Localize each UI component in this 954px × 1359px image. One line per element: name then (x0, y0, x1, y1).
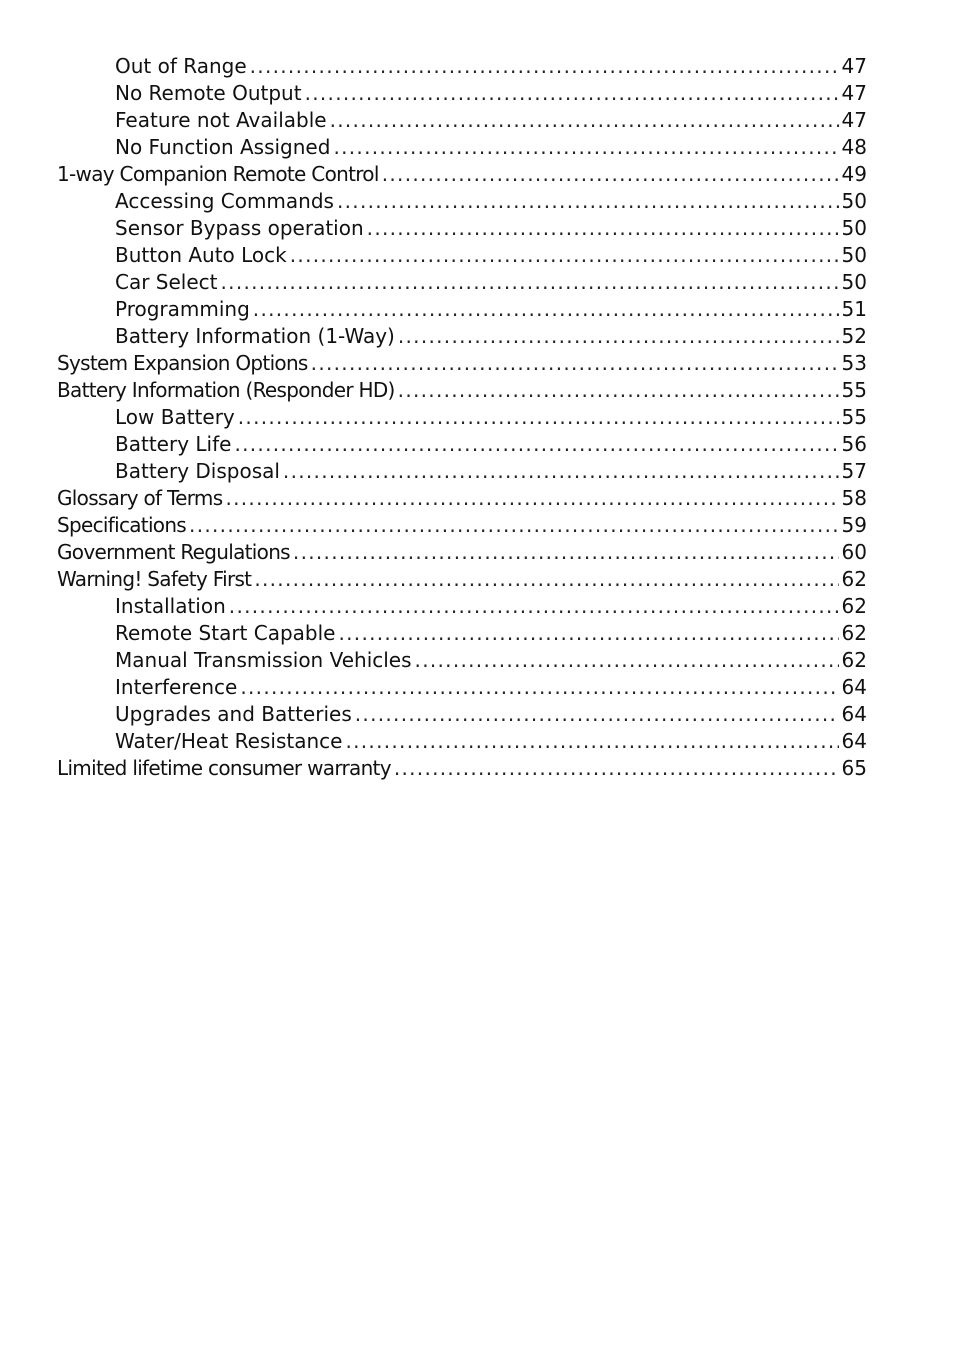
dot-leader (225, 485, 838, 512)
toc-entry[interactable] (57, 458, 867, 485)
dot-leader (398, 323, 839, 350)
toc-entry-title: No Function Assigned (115, 135, 331, 159)
toc-entry-page: 64 (841, 729, 867, 753)
toc-entry-title: Battery Disposal (115, 459, 280, 483)
toc-entry-title: Sensor Bypass operation (115, 216, 364, 240)
toc-entry-title: Feature not Available (115, 108, 327, 132)
toc-entry-page: 51 (841, 297, 867, 321)
toc-entry[interactable] (57, 323, 867, 350)
toc-entry-title: Remote Start Capable (115, 621, 336, 645)
toc-entry[interactable] (57, 269, 867, 296)
toc-entry-page: 56 (841, 432, 867, 456)
dot-leader (330, 107, 839, 134)
toc-section[interactable] (57, 161, 867, 188)
toc-entry-page: 50 (841, 270, 867, 294)
toc-section[interactable] (57, 566, 867, 593)
dot-leader (345, 728, 838, 755)
toc-entry-title: Button Auto Lock (115, 243, 287, 267)
dot-leader (238, 404, 839, 431)
dot-leader (337, 188, 839, 215)
dot-leader (229, 593, 839, 620)
toc-entry-title: Accessing Commands (115, 189, 334, 213)
toc-entry-page: 47 (841, 54, 867, 78)
toc-section-page: 49 (841, 162, 867, 186)
dot-leader (221, 269, 839, 296)
toc-section-page: 62 (841, 567, 867, 591)
toc-section[interactable] (57, 485, 867, 512)
toc-entry[interactable] (57, 701, 867, 728)
toc-section-title: Specifications (57, 513, 187, 537)
toc-entry-title: Manual Transmission Vehicles (115, 648, 412, 672)
toc-entry-page: 62 (841, 594, 867, 618)
dot-leader (290, 242, 839, 269)
toc-section-title: Government Regulations (57, 540, 290, 564)
toc-entry[interactable] (57, 674, 867, 701)
toc-entry-title: No Remote Output (115, 81, 302, 105)
toc-section-title: System Expansion Options (57, 351, 308, 375)
toc-section[interactable] (57, 512, 867, 539)
dot-leader (254, 566, 838, 593)
toc-section[interactable] (57, 350, 867, 377)
dot-leader (283, 458, 839, 485)
toc-entry-page: 55 (841, 405, 867, 429)
toc-entry[interactable] (57, 188, 867, 215)
toc-entry[interactable] (57, 647, 867, 674)
toc-section-page: 60 (841, 540, 867, 564)
toc-entry[interactable] (57, 296, 867, 323)
toc-section-title: Warning! Safety First (57, 567, 252, 591)
toc-section-page: 59 (841, 513, 867, 537)
dot-leader (234, 431, 838, 458)
table-of-contents (57, 53, 867, 782)
dot-leader (311, 350, 839, 377)
toc-entry-title: Upgrades and Batteries (115, 702, 352, 726)
toc-entry[interactable] (57, 431, 867, 458)
toc-section-page: 53 (841, 351, 867, 375)
toc-section-title: 1-way Companion Remote Control (57, 162, 379, 186)
dot-leader (398, 377, 839, 404)
toc-entry-page: 48 (841, 135, 867, 159)
dot-leader (333, 134, 838, 161)
toc-entry[interactable] (57, 620, 867, 647)
dot-leader (253, 296, 839, 323)
toc-entry[interactable] (57, 107, 867, 134)
toc-entry-page: 50 (841, 189, 867, 213)
dot-leader (189, 512, 839, 539)
toc-entry[interactable] (57, 593, 867, 620)
toc-entry-page: 64 (841, 675, 867, 699)
toc-entry[interactable] (57, 80, 867, 107)
dot-leader (338, 620, 838, 647)
toc-entry-title: Programming (115, 297, 250, 321)
toc-entry-page: 62 (841, 648, 867, 672)
toc-entry-page: 62 (841, 621, 867, 645)
toc-entry[interactable] (57, 242, 867, 269)
toc-entry[interactable] (57, 215, 867, 242)
toc-entry-title: Installation (115, 594, 226, 618)
dot-leader (305, 80, 839, 107)
dot-leader (367, 215, 839, 242)
toc-entry[interactable] (57, 134, 867, 161)
toc-entry-title: Battery Information (1-Way) (115, 324, 395, 348)
toc-entry-page: 50 (841, 216, 867, 240)
toc-entry-page: 64 (841, 702, 867, 726)
dot-leader (293, 539, 839, 566)
toc-entry-title: Battery Life (115, 432, 232, 456)
toc-entry-page: 47 (841, 108, 867, 132)
toc-section[interactable] (57, 539, 867, 566)
dot-leader (250, 53, 839, 80)
toc-entry[interactable] (57, 728, 867, 755)
toc-section-title: Limited lifetime consumer warranty (57, 756, 391, 780)
toc-section-page: 55 (841, 378, 867, 402)
toc-entry[interactable] (57, 53, 867, 80)
toc-section-title: Battery Information (Responder HD) (57, 378, 395, 402)
dot-leader (382, 161, 839, 188)
toc-entry-page: 57 (841, 459, 867, 483)
dot-leader (355, 701, 839, 728)
toc-section[interactable] (57, 377, 867, 404)
dot-leader (415, 647, 839, 674)
toc-section-title: Glossary of Terms (57, 486, 223, 510)
toc-section-page: 65 (841, 756, 867, 780)
dot-leader (394, 755, 839, 782)
toc-entry-title: Out of Range (115, 54, 247, 78)
toc-entry-title: Car Select (115, 270, 218, 294)
dot-leader (240, 674, 838, 701)
toc-section-page: 58 (841, 486, 867, 510)
toc-entry-title: Interference (115, 675, 238, 699)
toc-entry-title: Low Battery (115, 405, 235, 429)
toc-entry-page: 50 (841, 243, 867, 267)
toc-entry-title: Water/Heat Resistance (115, 729, 343, 753)
toc-entry-page: 47 (841, 81, 867, 105)
toc-entry-page: 52 (841, 324, 867, 348)
toc-entry[interactable] (57, 404, 867, 431)
toc-section[interactable] (57, 755, 867, 782)
